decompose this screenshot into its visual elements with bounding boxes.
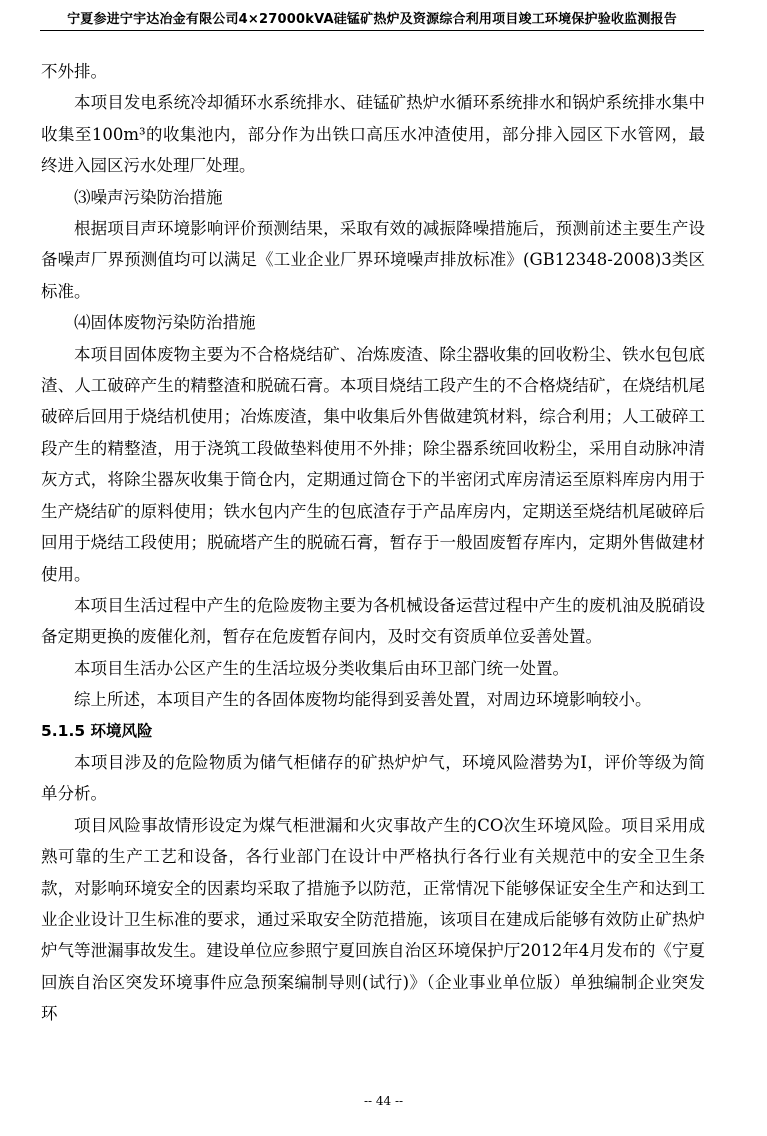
paragraph: 本项目生活办公区产生的生活垃圾分类收集后由环卫部门统一处置。 xyxy=(74,658,569,678)
paragraph: 不外排。 xyxy=(41,62,107,81)
paragraph: 综上所述，本项目产生的各固体废物均能得到妥善处置，对周边环境影响较小。 xyxy=(74,690,652,710)
paragraph: 项目风险事故情形设定为煤气柜泄漏和火灾事故产生的CO次生环境风险。项目采用成熟可靠的生产工艺和设备，各行业部门在设计中严格执行各行业有关规范中的安全卫生条款，对影响环境安全的因素均采取了措施予以防范，正常情况下能够保证安全生产和达到工业企业设计卫生标准的要求，通过采取安全防范措施，该项目在建成后能够有效防止矿热炉炉气等泄漏事故发生。建设单位应参照宁夏回族自治区环境保护厅2012年4月发布的《宁夏回族自治区突发环境事件应急预案编制导则(试行)》（企业事业单位版）单独编制企业突发环 xyxy=(41,815,705,1024)
paragraph: 根据项目声环境影响评价预测结果，采取有效的减振降噪措施后，预测前述主要生产设备噪声厂界预测值均可以满足《工业企业厂界环境噪声排放标准》(GB12348-2008)3类区标准。 xyxy=(41,219,705,301)
paragraph: 本项目涉及的危险物质为储气柜储存的矿热炉炉气，环境风险潜势为I，评价等级为简单分析。 xyxy=(41,752,705,804)
subheading: ⑶噪声污染防治措施 xyxy=(74,187,223,207)
header-rule xyxy=(40,30,704,31)
paragraph: 本项目发电系统冷却循环水系统排水、硅锰矿热炉水循环系统排水和锅炉系统排水集中收集至100m³的收集池内，部分作为出铁口高压水冲渣使用，部分排入园区下水管网，最终进入园区污水处理厂处理。 xyxy=(41,93,705,176)
document-body xyxy=(41,56,705,1030)
section-heading: 5.1.5 环境风险 xyxy=(41,721,153,740)
page-header: 宁夏参进宁宇达冶金有限公司4×27000kVA硅锰矿热炉及资源综合利用项目竣工环境保护验收监测报告 xyxy=(67,12,677,27)
page-number: -- 44 -- xyxy=(363,1094,404,1108)
paragraph: 本项目生活过程中产生的危险废物主要为各机械设备运营过程中产生的废机油及脱硝设备定期更换的废催化剂，暂存在危废暂存间内，及时交有资质单位妥善处置。 xyxy=(41,595,705,647)
paragraph: 本项目固体废物主要为不合格烧结矿、冶炼废渣、除尘器收集的回收粉尘、铁水包包底渣、人工破碎产生的精整渣和脱硫石膏。本项目烧结工段产生的不合格烧结矿，在烧结机尾破碎后回用于烧结机使用；冶炼废渣，集中收集后外售做建筑材料，综合利用；人工破碎工段产生的精整渣，用于浇筑工段做垫料使用不外排；除尘器系统回收粉尘，采用自动脉冲清灰方式，将除尘器灰收集于筒仓内，定期通过筒仓下的半密闭式库房清运至原料库房内用于生产烧结矿的原料使用；铁水包内产生的包底渣存于产品库房内，定期送至烧结机尾破碎后回用于烧结工段使用；脱硫塔产生的脱硫石膏，暂存于一般固废暂存库内，定期外售做建材使用。 xyxy=(41,344,705,584)
subheading: ⑷固体废物污染防治措施 xyxy=(74,313,256,333)
